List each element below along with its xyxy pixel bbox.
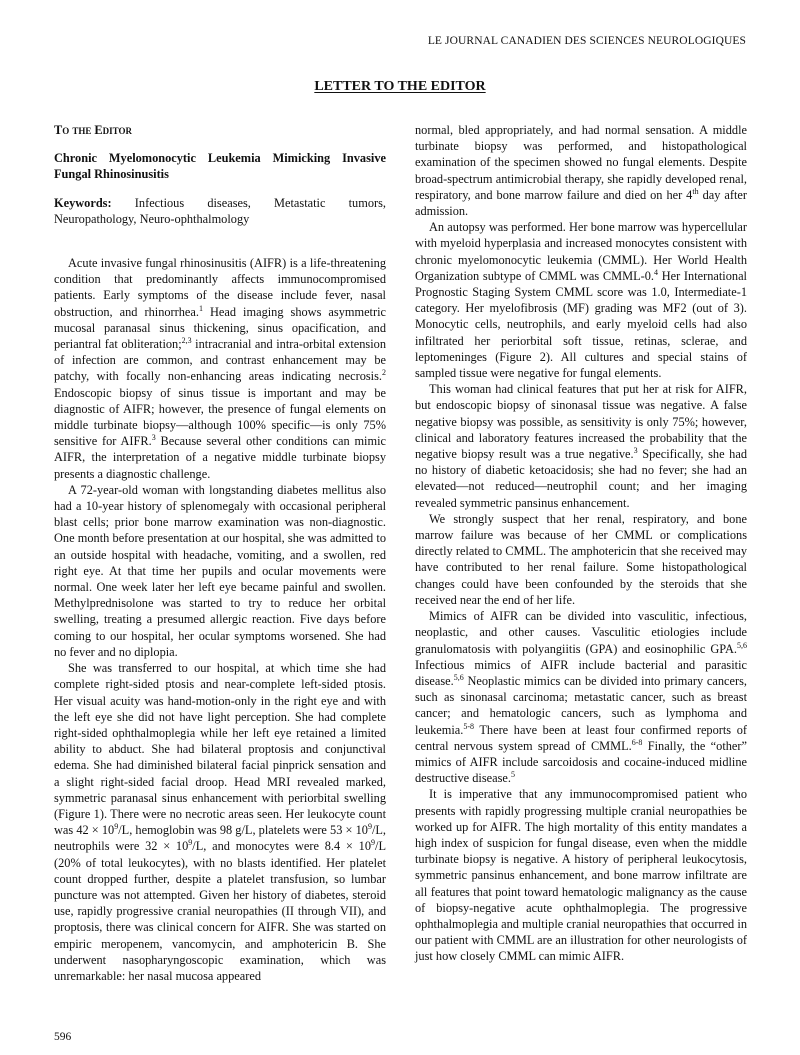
body-paragraph [54,255,386,482]
paragraph-text: Specifically, she had no history of diabetic ketoacidosis; she had no fever; she had an elevated—not reduced—neutrophil count; and her imaging revealed symmetric pansinus enhancement. [415,447,747,510]
citation-superscript: 5,6 [453,672,464,682]
citation-superscript: 6-8 [631,737,643,747]
paragraph-text: day after admission. [415,187,747,219]
keywords-label: Keywords: [54,195,112,210]
right-body-text [415,122,747,965]
body-paragraph [415,381,747,511]
citation-superscript: 9 [114,822,119,832]
citation-superscript: 9 [367,822,372,832]
paragraph-text: It is imperative that any immunocompromised patient who presents with rapidly progressing multiple cranial neuropathies be worked up for AIFR. The high mortality of this entity mandates a high index of suspicion for fungal disease, even when the middle turbinate biopsy is negative. A history of peripheral leukocytosis, symmetric pansinus enhancement, and bone marrow infiltrate are all features that point toward hematologic malignancy as the cause of biopsy-negative acute ophthalmoplegia. The progressive ophthalmoplegia and multiple cranial neuropathies that occurred in our patient with CMML are an illustration for other neurologists of just how closely CMML can mimic AIFR. [415,787,747,964]
paragraph-text: Acute invasive fungal rhinosinusitis (AIFR) is a life-threatening condition that predominantly affects immunocompromised patients. Early symptoms of the disease include fever, nasal obstruction, and rhinorrhea. [54,256,386,319]
article-title: Chronic Myelomonocytic Leukemia Mimicking Invasive Fungal Rhinosinusitis [54,151,386,182]
paragraph-text: /L, hemoglobin was 98 g/L, platelets were 53 × 10 [118,823,368,838]
paragraph-text: /L, and monocytes were 8.4 × 10 [192,839,372,854]
paragraph-text: Her International Prognostic Staging System CMML score was 1.0, Intermediate-1 category. Her myelofibrosis (MF) grading was MF2 (out of 3). Monocytic cells, neutrophils, and early myeloid cells had also infiltrated her periorbital soft tissue, retinas, sclerae, and leptomeninges (Figure 2). All cultures and special stains of sampled tissue were negative for fungal elements. [415,268,747,381]
citation-superscript: 2 [382,368,386,378]
paragraph-text: An autopsy was performed. Her bone marrow was hypercellular with myeloid hyperplasia and increased monocytes consistent with chronic myelomonocytic leukemia (CMML). Her World Health Organization subtype of CMML was CMML-0. [415,220,747,283]
citation-superscript: 9 [371,838,376,848]
paragraph-text: Infectious mimics of AIFR include bacterial and parasitic disease. [415,657,747,688]
paragraph-text: Mimics of AIFR can be divided into vasculitic, infectious, neoplastic, and other causes. Vasculitic etiologies include granulomatosis with polyangiitis (GPA) and eosinophilic GPA. [415,609,747,656]
paragraph-text: intracranial and intra-orbital extension of infection are common, and contrast enhancement may be patchy, with focally non-enhancing areas indicating necrosis. [54,337,386,384]
paragraph-text: Neoplastic mimics can be divided into primary cancers, such as sinonasal carcinoma; metastatic cancer, such as breast cancer; and hematologic cancers, such as lymphoma and leukemia. [415,673,747,737]
citation-superscript: 3 [151,433,156,443]
paragraph-text: /L (20% of total leukocytes), with no blasts identified. Her platelet count dropped further, despite a platelet transfusion, so lumbar puncture was not attempted. Given her history of diabetes, steroid use, rapidly progressive cranial neuropathies (II through VII), and proptosis, there was clinical concern for AIFR. She was started on empiric meropenem, vancomycin, and amphotericin B. She underwent nasopharyngoscopic examination, which was unremarkable: her nasal mucosa appeared [54,839,386,983]
paragraph-text: She was transferred to our hospital, at which time she had complete right-sided ptosis and near-complete left-sided ptosis. Her visual acuity was hand-motion-only in the right eye and with the left eye she did not have light perception. She had complete right-sided ophthalmoplegia while her left eye retained a limited ability to abduct. She had bilateral proptosis and conjunctival edema. She had diminished bilateral facial pinprick sensation and a slight right-sided facial droop. Head MRI revealed marked, symmetric paranasal sinus enhancement with periorbital swelling (Figure 1). There were no necrotic areas seen. Her leukocyte count was 42 × 10 [54,661,386,838]
body-paragraph [415,608,747,786]
paragraph-text: /L, neutrophils were 32 × 10 [54,823,386,854]
paragraph-text: Head imaging shows asymmetric mucosal paranasal sinus thickening, sinus opacification, and periantral fat obliteration; [54,304,386,352]
body-paragraph [415,511,747,608]
citation-superscript: 4 [654,267,658,277]
to-the-editor-heading: To the Editor [54,123,132,137]
paragraph-text: normal, bled appropriately, and had normal sensation. A middle turbinate biopsy was performed, and histopathological examination of the specimen showed no fungal elements. Despite broad-spectrum antimicrobial therapy, she rapidly developed renal, respiratory, and bone marrow failure and died on her 4 [415,123,747,202]
body-paragraph [54,660,386,984]
paragraph-text: Endoscopic biopsy of sinus tissue is important and may be diagnostic of AIFR; however, the presence of fungal elements on middle turbinate biopsy—although 100% specific—is only 75% sensitive for AIFR. [54,385,386,449]
paragraph-text: We strongly suspect that her renal, respiratory, and bone marrow failure was because of her CMML or complications directly related to CMML. The amphotericin that she received may have contributed to her renal failure. Some histopathological changes could have been confounded by the steroids that she received near the end of her life. [415,511,747,607]
body-paragraph [415,786,747,964]
citation-superscript: 5 [510,770,515,780]
body-paragraph [415,219,747,381]
body-paragraph [415,122,747,219]
paragraph-text: This woman had clinical features that put her at risk for AIFR, but endoscopic biopsy of sinonasal tissue was negative. A false negative biopsy was possible, as sensitivity is only 75%; however, clinical and laboratory features increased the probability that the negative biopsy result was a true negative. [415,382,747,462]
section-title: LETTER TO THE EDITOR [314,79,486,94]
right-column [415,122,747,965]
body-paragraph [54,482,386,660]
journal-running-head: LE JOURNAL CANADIEN DES SCIENCES NEUROLOGIQUES [427,35,746,47]
citation-superscript: th [692,186,699,196]
keywords-value: Infectious diseases, Metastatic tumors, Neuropathology, Neuro-ophthalmology [54,195,387,226]
paragraph-text: There have been at least four confirmed reports of central nervous system spread of CMML. [415,722,747,753]
paragraph-text: Finally, the “other” mimics of AIFR include sarcoidosis and cocaine-induced midline destructive disease. [415,738,747,786]
citation-superscript: 9 [188,838,193,848]
citation-superscript: 5,6 [737,640,747,650]
left-column [54,122,386,984]
citation-superscript: 2,3 [181,335,192,345]
page-number: 596 [54,1031,72,1043]
paragraph-text: A 72-year-old woman with longstanding diabetes mellitus also had a 10-year history of splenomegaly with occasional peripheral blast cells; prior bone marrow examination was non-diagnostic. One month before presentation at our hospital, she was admitted to an outside hospital with headache, vomiting, and a swollen, red right eye. At that time her pupils and ocular movements were normal. One week later her left eye became painful and swollen. Methylprednisolone was started to try to reduce her orbital swelling, treating a presumed allergic reaction. Five days before coming to our hospital, her ocular symptoms worsened. She had no fever and no diplopia. [54,482,386,659]
citation-superscript: 3 [633,445,638,455]
paragraph-text: Because several other conditions can mimic AIFR, the interpretation of a negative middle turbinate biopsy presents a diagnostic challenge. [54,434,386,481]
citation-superscript: 1 [198,303,203,313]
keywords [54,195,386,227]
left-body-text [54,255,386,984]
citation-superscript: 5-8 [463,721,474,731]
